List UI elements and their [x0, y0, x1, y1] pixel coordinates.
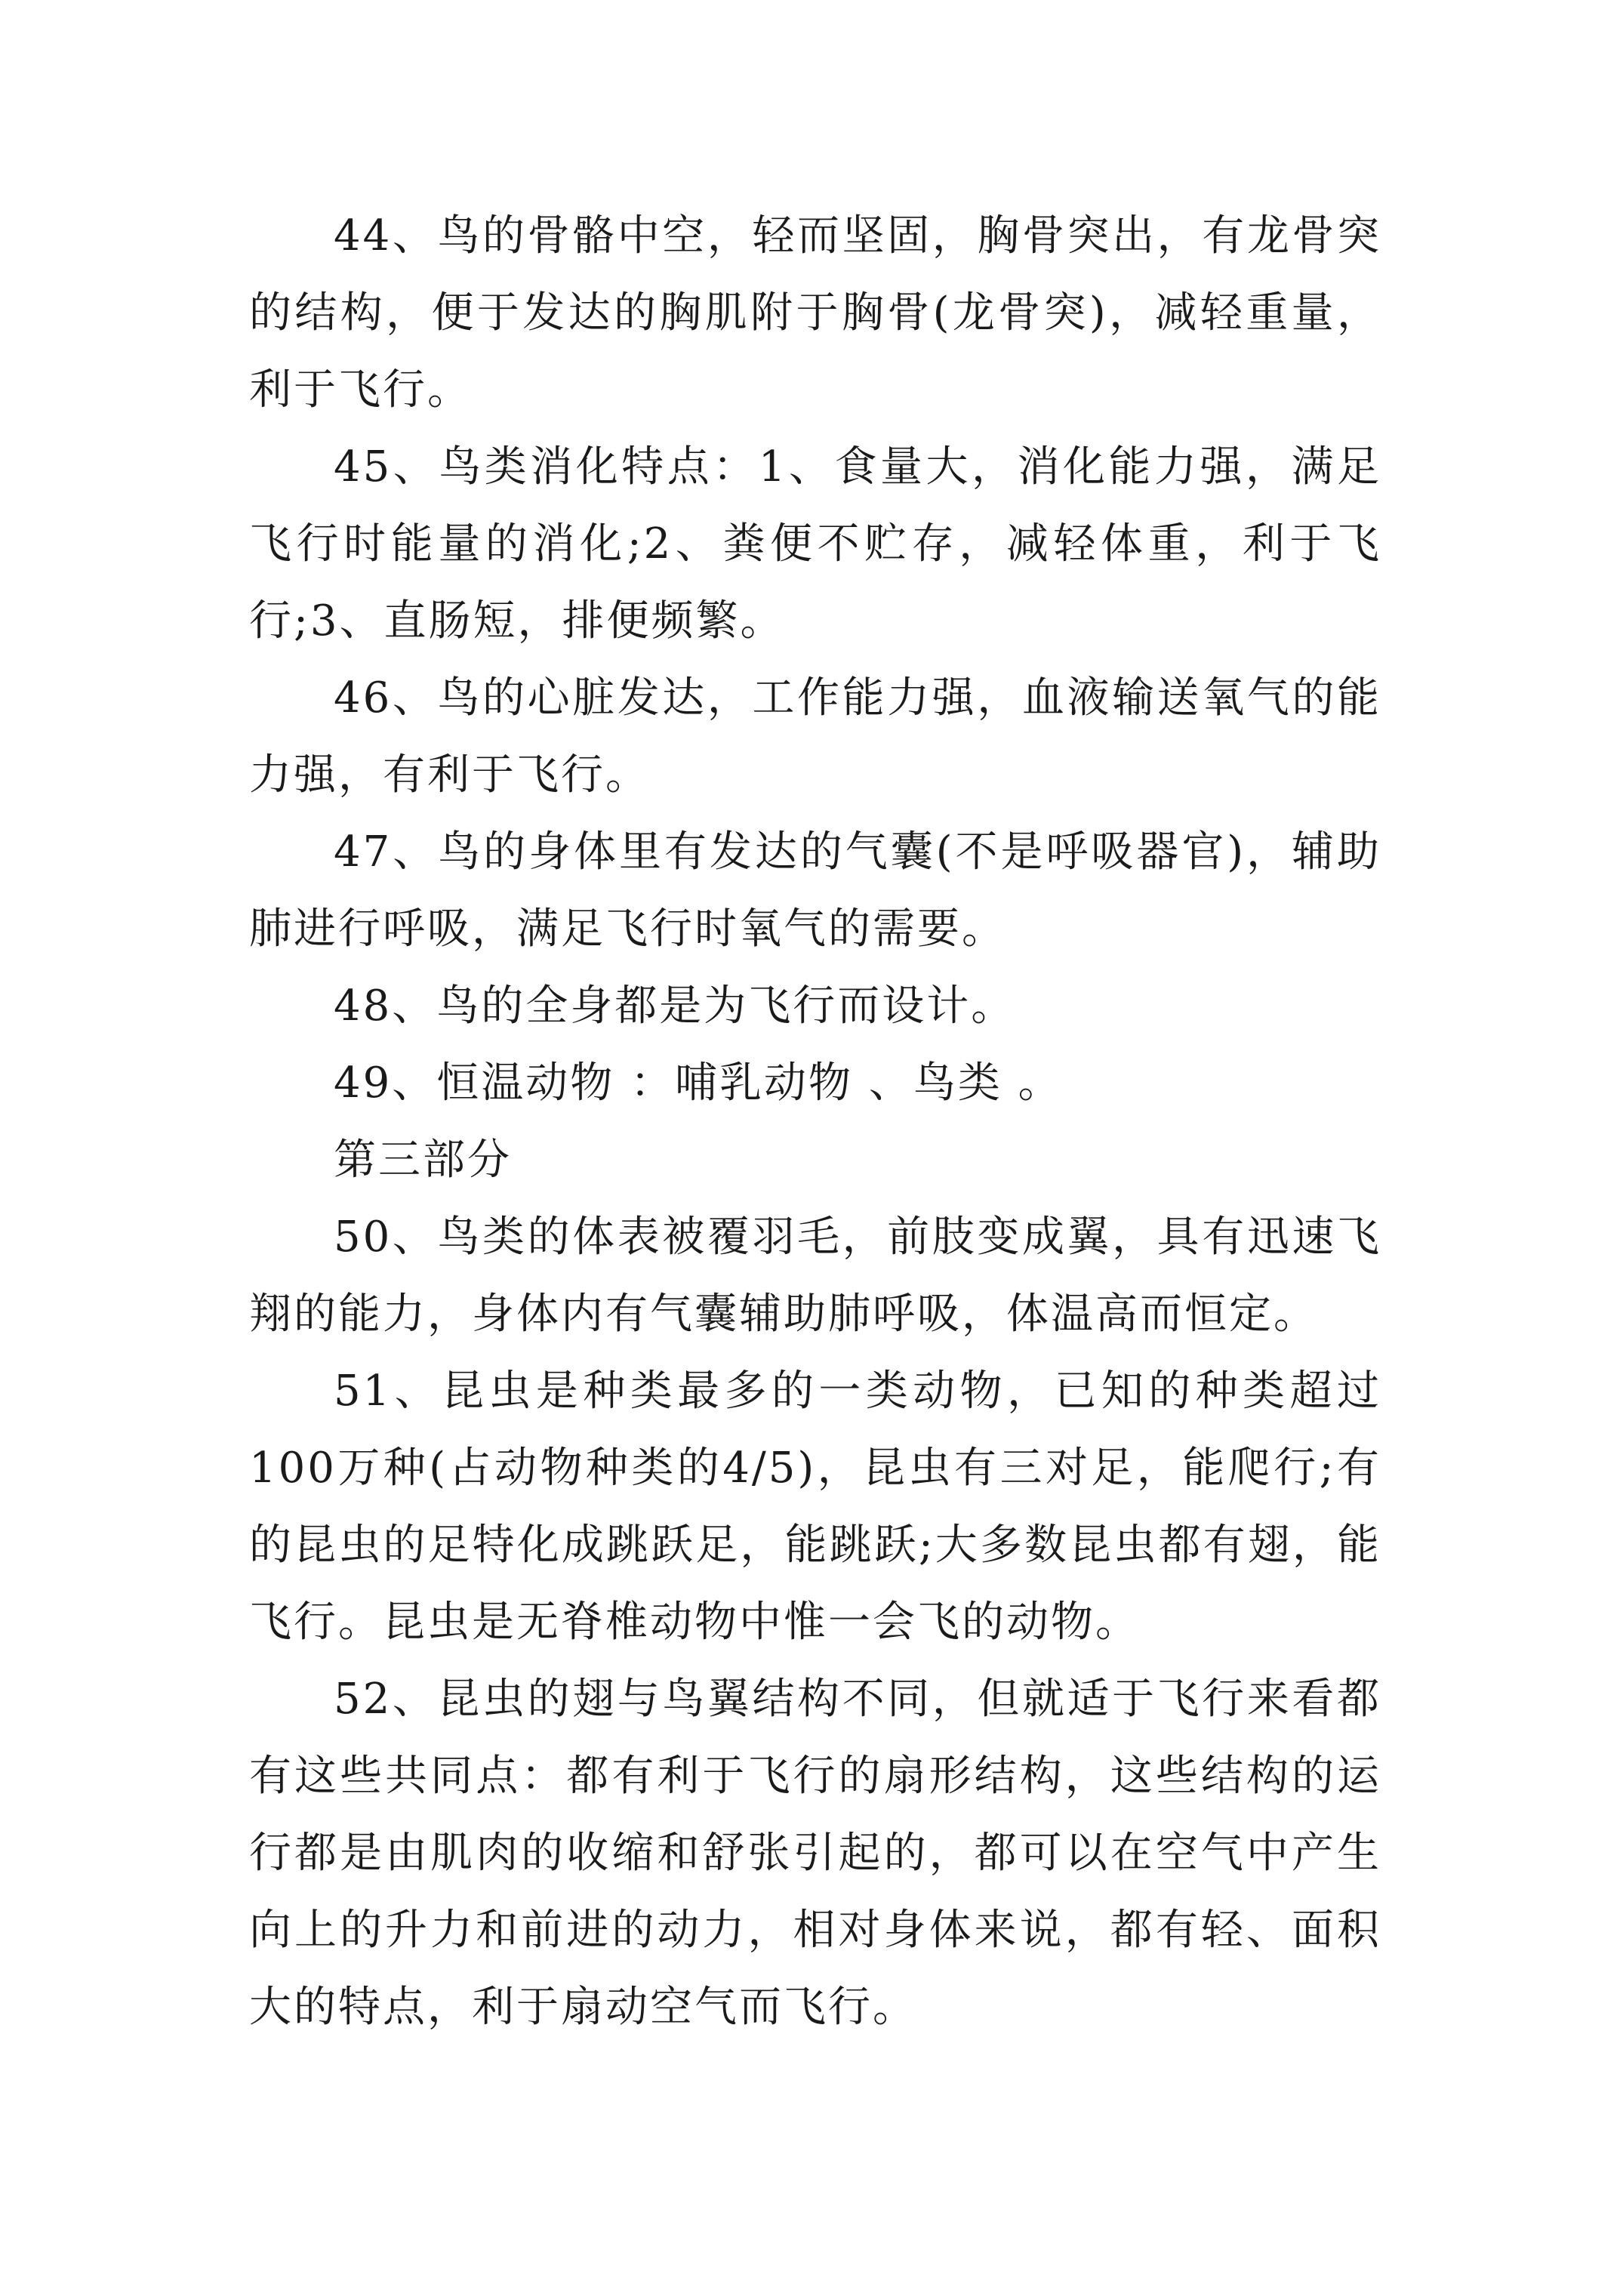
paragraph-46: 46、鸟的心脏发达，工作能力强，血液输送氧气的能力强，有利于飞行。: [249, 673, 1381, 800]
document-body: [249, 198, 1381, 2046]
section-heading: 第三部分: [334, 1136, 512, 1185]
paragraph-52: 52、昆虫的翅与鸟翼结构不同，但就适于飞行来看都有这些共同点：都有利于飞行的扇形结构，这些结构的运行都是由肌肉的收缩和舒张引起的，都可以在空气中产生向上的升力和前进的动力，相对身体来说，都有轻、面积大的特点，利于扇动空气而飞行。: [249, 1675, 1381, 2032]
paragraph-50: 50、鸟类的体表被覆羽毛，前肢变成翼，具有迅速飞翔的能力，身体内有气囊辅助肺呼吸，体温高而恒定。: [249, 1213, 1381, 1339]
paragraph-45: 45、鸟类消化特点：1、食量大，消化能力强，满足飞行时能量的消化;2、粪便不贮存，减轻体重，利于飞行;3、直肠短，排便频繁。: [249, 442, 1381, 646]
paragraph-51: 51、昆虫是种类最多的一类动物，已知的种类超过100万种(占动物种类的4/5)，昆虫有三对足，能爬行;有的昆虫的足特化成跳跃足，能跳跃;大多数昆虫都有翅，能飞行。昆虫是无脊椎动物中惟一会飞的动物。: [249, 1367, 1381, 1647]
paragraph-48: 48、鸟的全身都是为飞行而设计。: [334, 982, 1016, 1031]
paragraph-49: 49、恒温动物 ：哺乳动物 、鸟类 。: [334, 1059, 1063, 1108]
paragraph-47: 47、鸟的身体里有发达的气囊(不是呼吸器官)，辅助肺进行呼吸，满足飞行时氧气的需要。: [249, 827, 1381, 954]
paragraph-44: 44、鸟的骨骼中空，轻而坚固，胸骨突出，有龙骨突的结构，便于发达的胸肌附于胸骨(龙骨突)，减轻重量，利于飞行。: [249, 211, 1381, 415]
